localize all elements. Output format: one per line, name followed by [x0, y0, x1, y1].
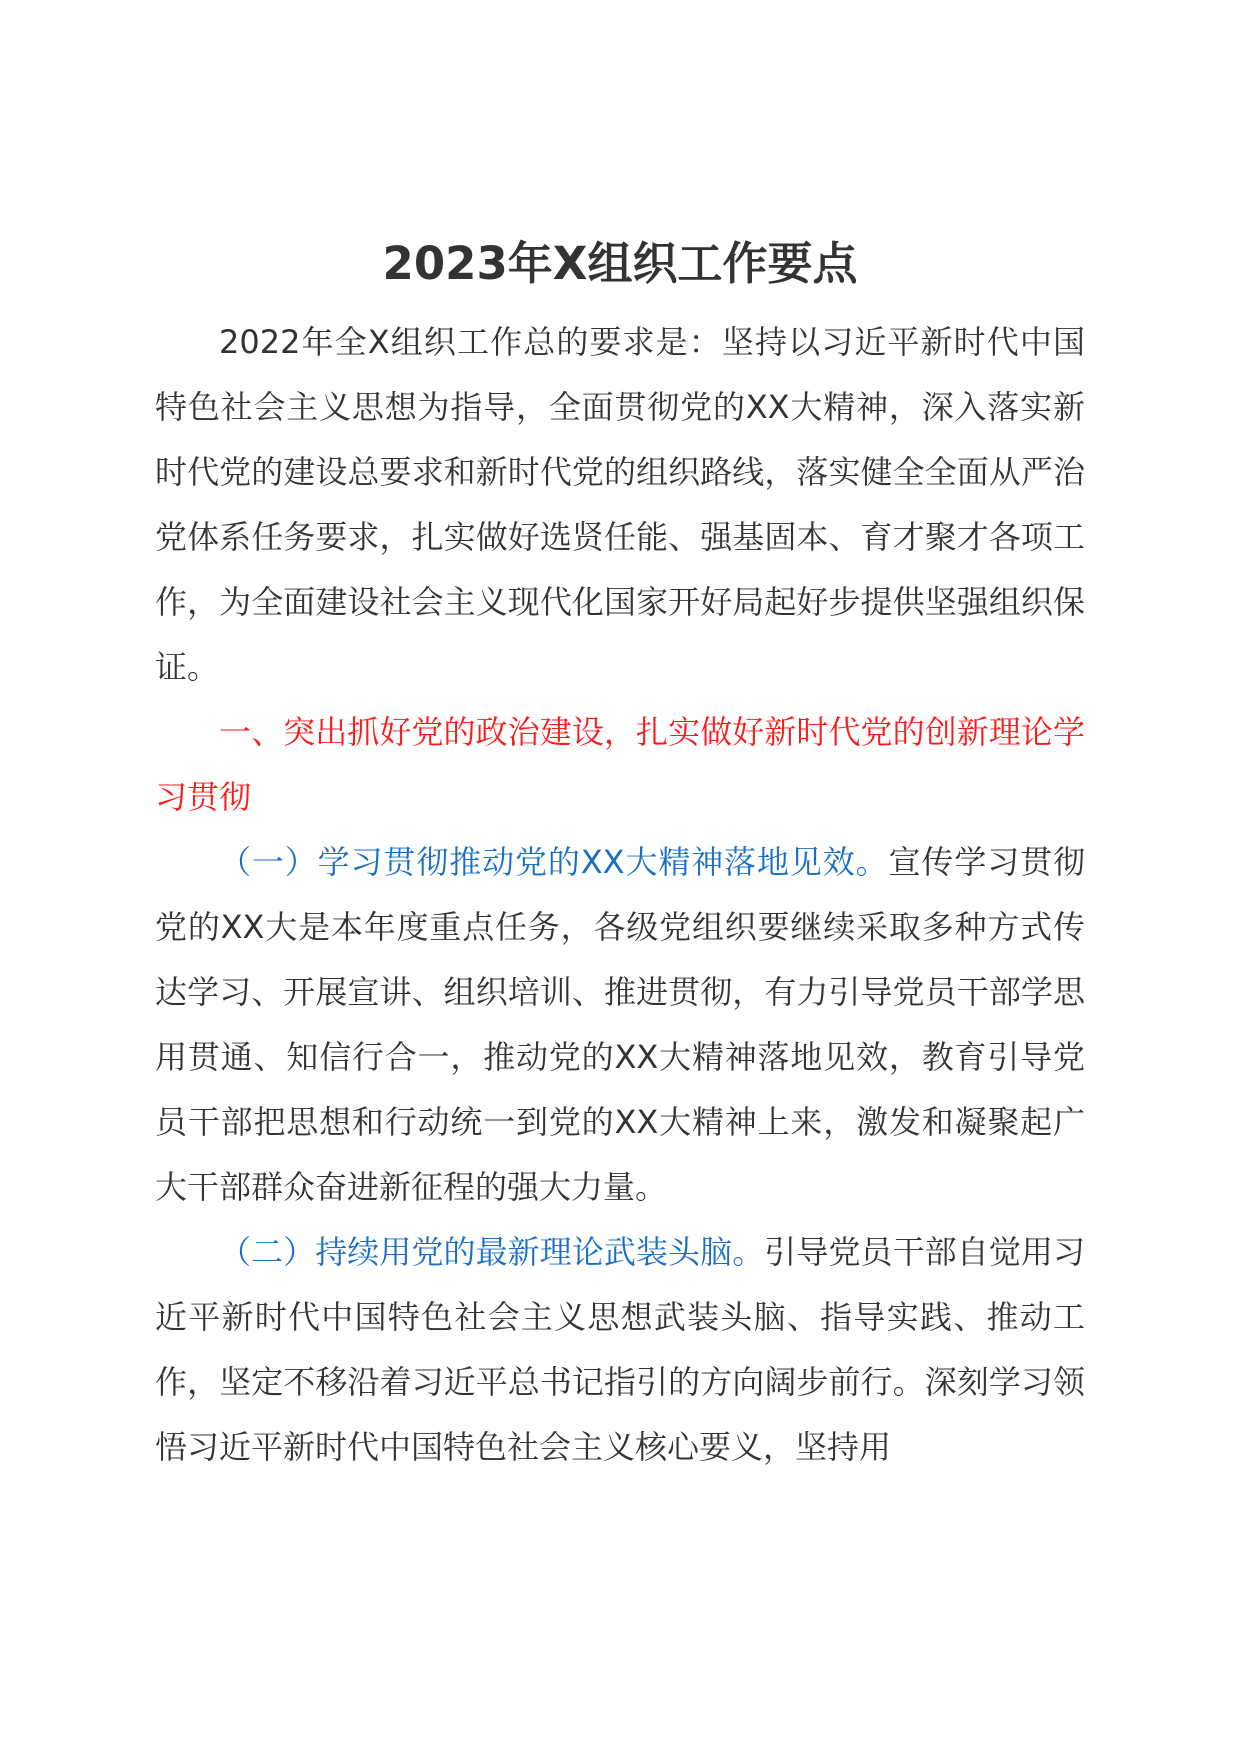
intro-paragraph: 2022年全X组织工作总的要求是：坚持以习近平新时代中国特色社会主义思想为指导，全面贯彻党的XX大精神，深入落实新时代党的建设总要求和新时代党的组织路线，落实健全全面从严治党体系任务要求，扎实做好选贤任能、强基固本、育才聚才各项工作，为全面建设社会主义现代化国家开好局起好步提供坚强组织保证。 — [155, 323, 1085, 686]
document-body — [155, 310, 1085, 1480]
document-title: 2023年X组织工作要点 — [382, 237, 858, 290]
item-text-2: 引导党员干部自觉用习近平新时代中国特色社会主义思想武装头脑、指导实践、推动工作，坚定不移沿着习近平总书记指引的方向阔步前行。深刻学习领悟习近平新时代中国特色社会主义核心要义，坚持用 — [155, 1233, 1085, 1466]
section-heading-1: 一、突出抓好党的政治建设，扎实做好新时代党的创新理论学习贯彻 — [155, 713, 1085, 816]
paragraph-item-1 — [155, 830, 1085, 1220]
item-text-1: 宣传学习贯彻党的XX大是本年度重点任务，各级党组织要继续采取多种方式传达学习、开展宣讲、组织培训、推进贯彻，有力引导党员干部学思用贯通、知信行合一，推动党的XX大精神落地见效，教育引导党员干部把思想和行动统一到党的XX大精神上来，激发和凝聚起广大干部群众奋进新征程的强大力量。 — [155, 843, 1085, 1206]
item-heading-1: （一）学习贯彻推动党的XX大精神落地见效。 — [219, 843, 889, 881]
paragraph-item-2 — [155, 1220, 1085, 1480]
item-heading-2: （二）持续用党的最新理论武装头脑。 — [219, 1233, 765, 1271]
